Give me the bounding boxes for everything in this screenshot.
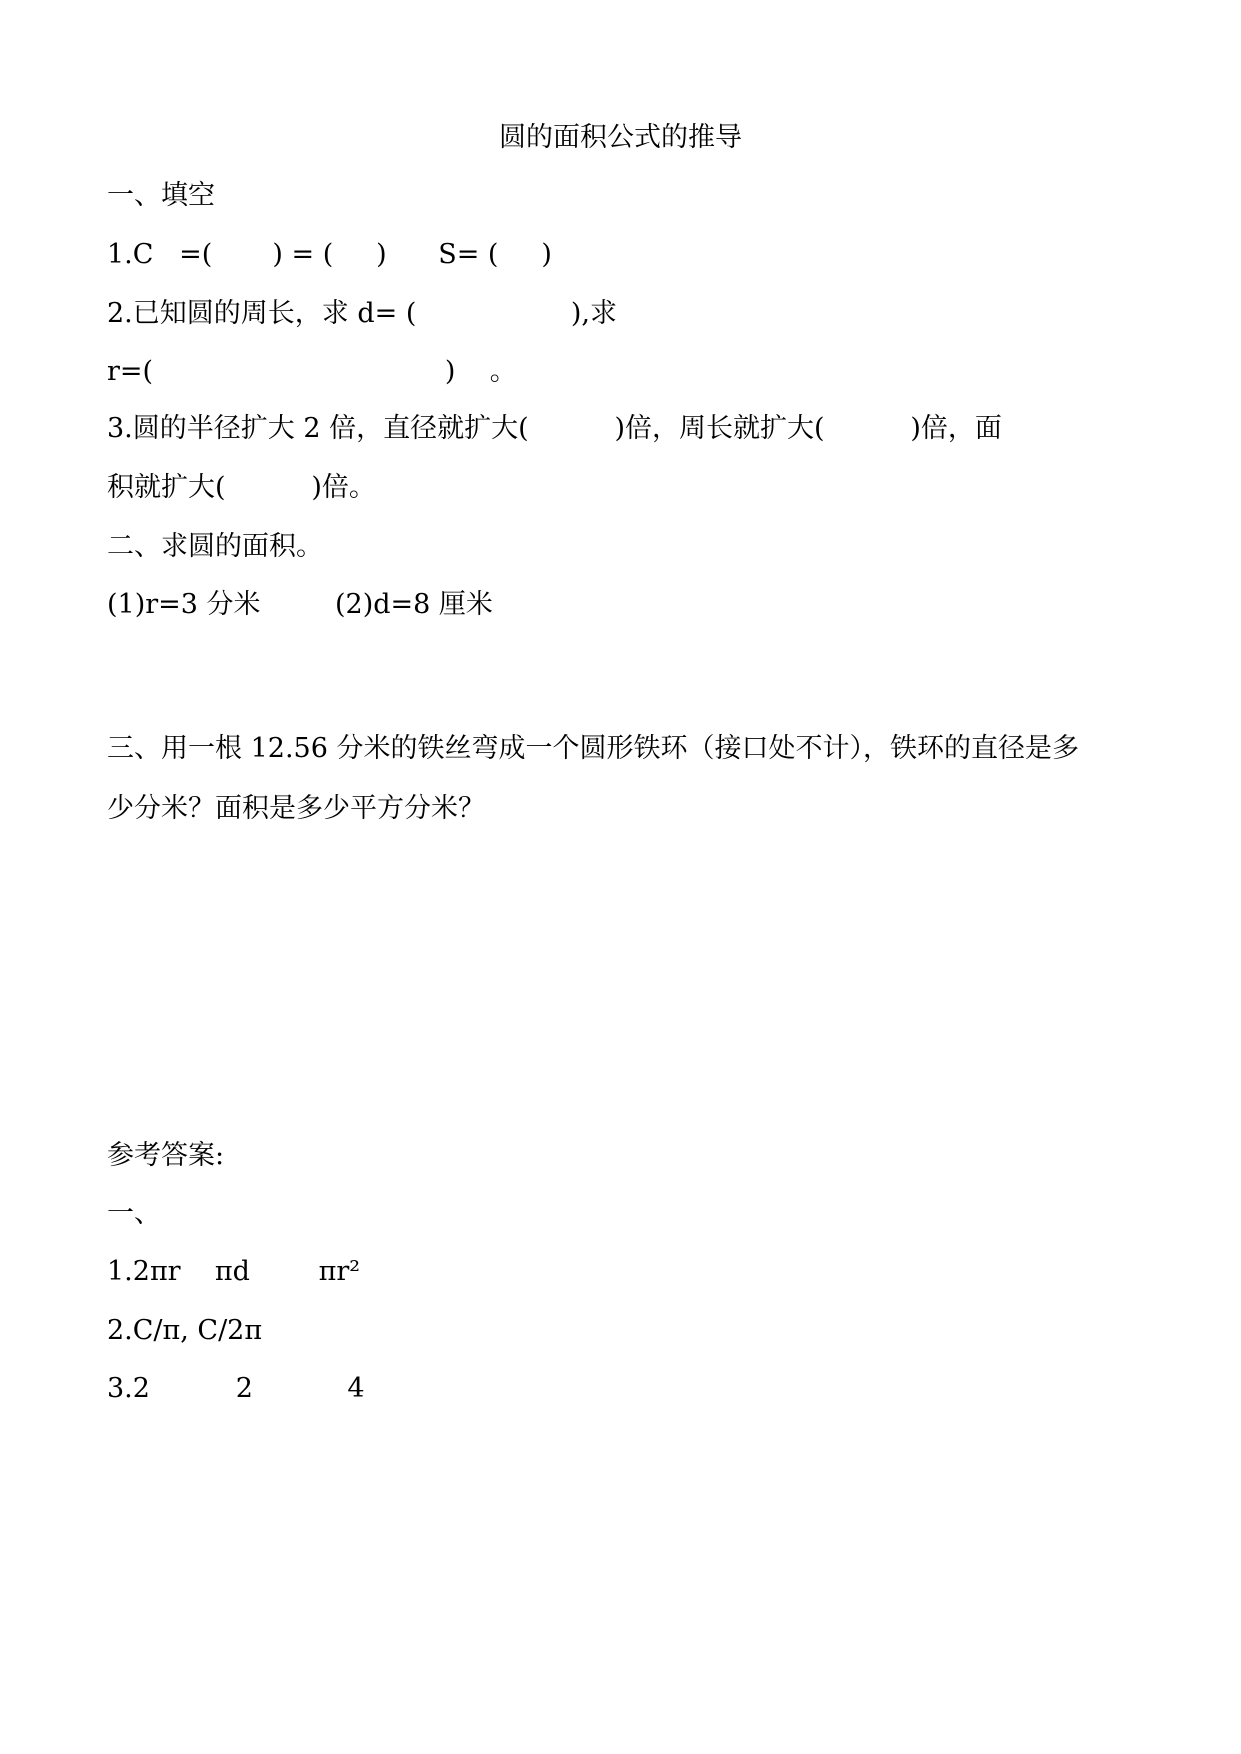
question-1: 1.C =( ) = ( ) S= ( ) [107, 239, 552, 270]
section-heading-fill-blank: 一、填空 [107, 180, 215, 211]
answers-heading: 参考答案: [107, 1140, 225, 1171]
word-problem-line-1: 三、用一根 12.56 分米的铁丝弯成一个圆形铁环（接口处不计），铁环的直径是多 [107, 733, 1079, 764]
question-2-line-1: 2.已知圆的周长，求 d= ( ),求 [107, 298, 617, 329]
question-3-line-2: 积就扩大( )倍。 [107, 472, 376, 503]
area-item-1: (1)r=3 分米 [107, 589, 261, 620]
answer-3: 3.2 2 4 [107, 1373, 365, 1404]
answers-sub-heading: 一、 [107, 1198, 161, 1229]
answer-2: 2.C/π, C/2π [107, 1315, 263, 1346]
page-title: 圆的面积公式的推导 [499, 122, 742, 153]
question-3-line-1: 3.圆的半径扩大 2 倍，直径就扩大( )倍，周长就扩大( )倍，面 [107, 413, 1002, 444]
section-heading-circle-area: 二、求圆的面积。 [107, 531, 323, 562]
question-2-line-2: r=( ) 。 [107, 356, 517, 387]
word-problem-line-2: 少分米？面积是多少平方分米？ [107, 793, 485, 824]
area-item-2: (2)d=8 厘米 [335, 589, 493, 620]
answer-1: 1.2πr πd πr² [107, 1256, 361, 1287]
